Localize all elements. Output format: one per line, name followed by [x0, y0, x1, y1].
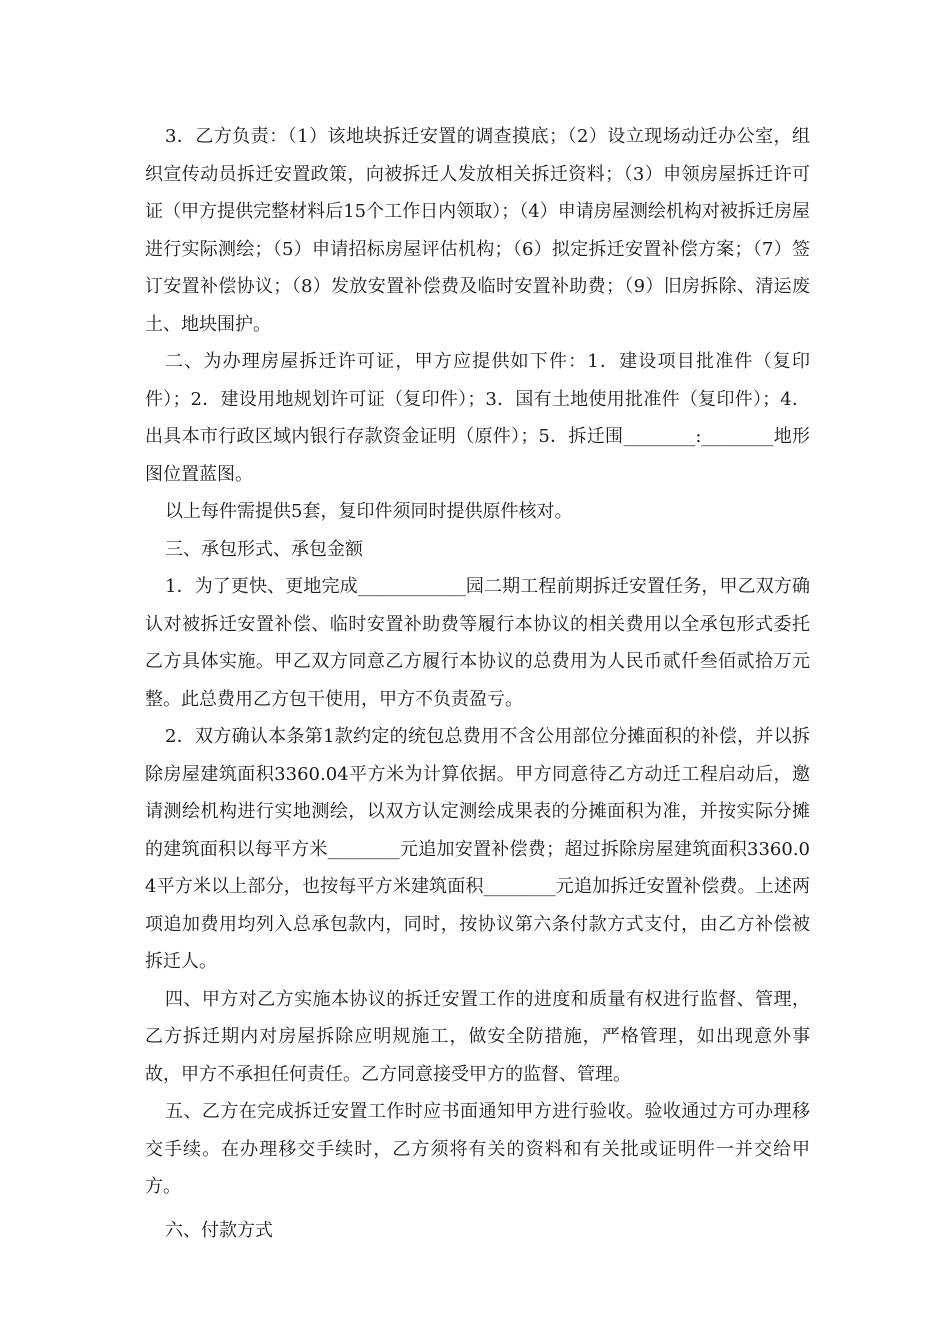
- clause-3-party-b-duties: 3．乙方负责：（1）该地块拆迁安置的调查摸底；（2）设立现场动迁办公室，组织宣传动员拆迁安置政策，向被拆迁人发放相关拆迁资料；（3）申领房屋拆迁许可证（甲方提供完整材料后15个工作日内领取）；（4）申请房屋测绘机构对被拆迁房屋进行实际测绘；（5）申请招标房屋评估机构；（6）拟定拆迁安置补偿方案；（7）签订安置补偿协议；（8）发放安置补偿费及临时安置补助费；（9）旧房拆除、清运废土、地块围护。: [145, 126, 810, 335]
- section-3-clause-2: 2．双方确认本条第1款约定的统包总费用不含公用部位分摊面积的补偿，并以拆除房屋建筑面积3360.04平方米为计算依据。甲方同意待乙方动迁工程启动后，邀请测绘机构进行实地测绘，以双方认定测绘成果表的分摊面积为准，并按实际分摊的建筑面积以每平方米________元追加安置补偿费；超过拆除房屋建筑面积3360.04平方米以上部分，也按每平方米建筑面积________元追加拆迁安置补偿费。上述两项追加费用均列入总承包款内，同时，按协议第六条付款方式支付，由乙方补偿被拆迁人。: [145, 726, 810, 972]
- section-3-heading: 三、承包形式、承包金额: [165, 538, 363, 560]
- section-4-supervision: 四、甲方对乙方实施本协议的拆迁安置工作的进度和质量有权进行监督、管理，乙方拆迁期内对房屋拆除应明规施工，做安全防措施，严格管理，如出现意外事故，甲方不承担任何责任。乙方同意接受甲方的监督、管理。: [145, 988, 810, 1085]
- section-2-permit-documents: 二、为办理房屋拆迁许可证，甲方应提供如下件：1．建设项目批准件（复印件）；2．建设用地规划许可证（复印件）；3．国有土地使用批准件（复印件）；4．出具本市行政区域内银行存款资金证明（原件）；5．拆迁围________:________地形图位置蓝图。: [145, 351, 810, 485]
- section-6-heading: 六、付款方式: [165, 1219, 273, 1241]
- document-page: [145, 118, 810, 1249]
- copies-note: 以上每件需提供5套，复印件须同时提供原件核对。: [165, 501, 573, 522]
- section-3-clause-1: 1．为了更快、更地完成____________园二期工程前期拆迁安置任务，甲乙双方确认对被拆迁安置补偿、临时安置补助费等履行本协议的相关费用以全承包形式委托乙方具体实施。甲乙双方同意乙方履行本协议的总费用为人民币贰仟叁佰贰拾万元整。此总费用乙方包干使用，甲方不负责盈亏。: [145, 576, 810, 710]
- section-5-acceptance: 五、乙方在完成拆迁安置工作时应书面通知甲方进行验收。验收通过方可办理移交手续。在办理移交手续时，乙方须将有关的资料和有关批或证明件一并交给甲方。: [145, 1101, 810, 1197]
